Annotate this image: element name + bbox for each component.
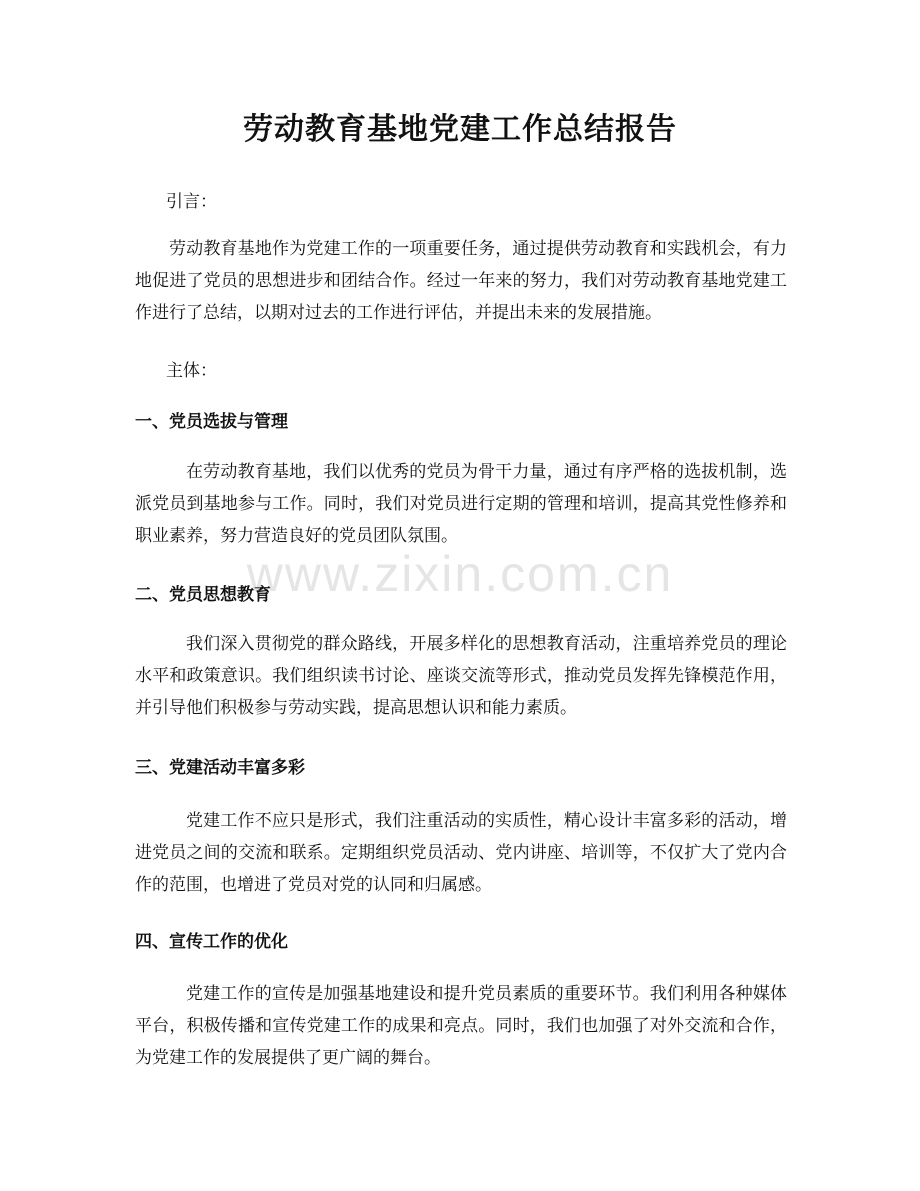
section-heading-3: 三、党建活动丰富多彩: [135, 758, 305, 778]
body-label: 主体：: [166, 361, 217, 381]
section-paragraph-1: 在劳动教育基地，我们以优秀的党员为骨干力量，通过有序严格的选拔机制，选派党员到基地参与工作。同时，我们对党员进行定期的管理和培训，提高其党性修养和职业素养，努力营造良好的党员团队氛围。: [135, 462, 787, 546]
section-heading-1: 一、党员选拔与管理: [135, 412, 288, 432]
section-paragraph-3: 党建工作不应只是形式，我们注重活动的实质性，精心设计丰富多彩的活动，增进党员之间的交流和联系。定期组织党员活动、党内讲座、培训等，不仅扩大了党内合作的范围，也增进了党员对党的认同和归属感。: [135, 811, 787, 895]
document-title: 劳动教育基地党建工作总结报告: [243, 112, 677, 147]
section-paragraph-2: 我们深入贯彻党的群众路线，开展多样化的思想教育活动，注重培养党员的理论水平和政策意识。我们组织读书讨论、座谈交流等形式，推动党员发挥先锋模范作用，并引导他们积极参与劳动实践，提高思想认识和能力素质。: [135, 634, 787, 718]
section-heading-2: 二、党员思想教育: [135, 585, 271, 605]
section-heading-4: 四、宣传工作的优化: [135, 932, 288, 952]
intro-label: 引言：: [166, 192, 217, 212]
section-paragraph-4: 党建工作的宣传是加强基地建设和提升党员素质的重要环节。我们利用各种媒体平台，积极传播和宣传党建工作的成果和亮点。同时，我们也加强了对外交流和合作，为党建工作的发展提供了更广阔的舞台。: [135, 984, 787, 1068]
intro-paragraph: 劳动教育基地作为党建工作的一项重要任务，通过提供劳动教育和实践机会，有力地促进了党员的思想进步和团结合作。经过一年来的努力，我们对劳动教育基地党建工作进行了总结，以期对过去的工作进行评估，并提出未来的发展措施。: [135, 239, 787, 323]
watermark: www.zixin.com.cn: [246, 546, 674, 602]
